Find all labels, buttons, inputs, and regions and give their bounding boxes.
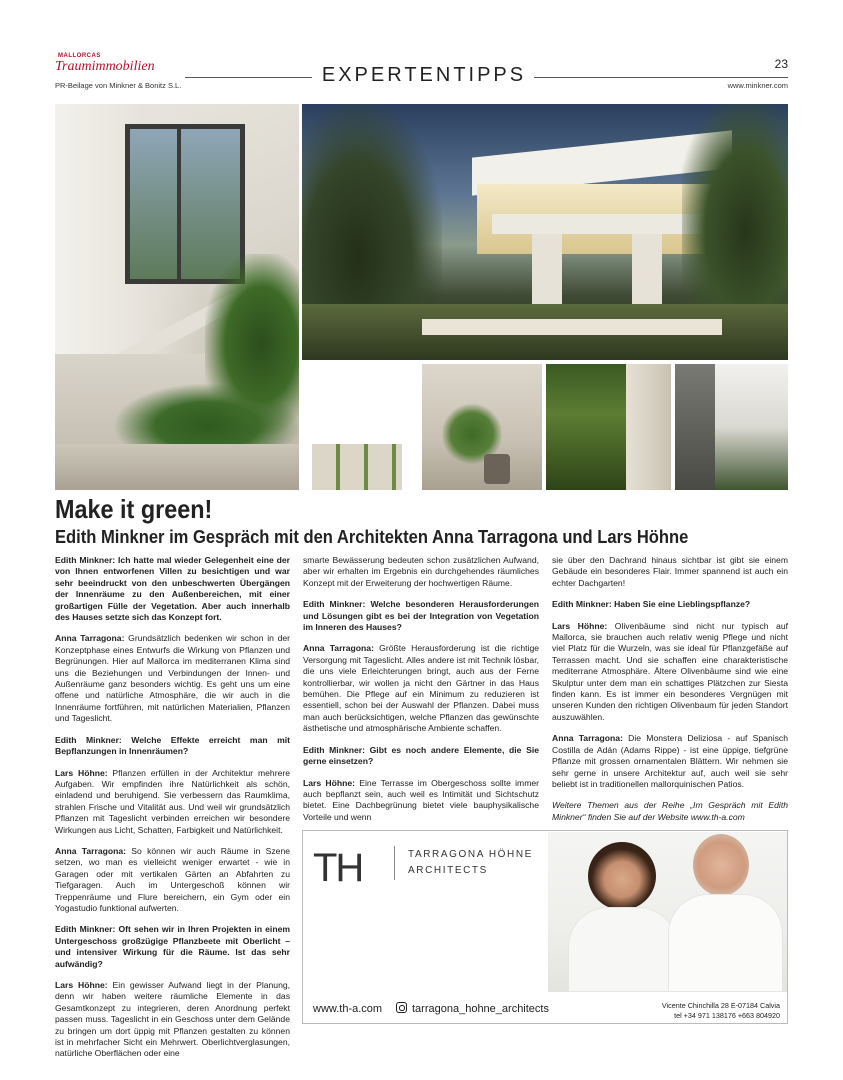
series-note: Weitere Themen aus der Reihe „Im Gespräch mit Edith Minkner“ finden Sie auf der Website www.th-a.com [552,800,788,822]
answer-text: Die Monstera Deliziosa - auf Spanisch Costilla de Adán (Adams Rippe) - ist eine üppige, tiefgrüne Pflanze mit grossen ornamentalen Blättern. Wir nehmen sie sehr gerne in unsere Architektur auf, auch weil sie sehr beliebt ist in traditionellen mallorquinischen Patios. [552,733,788,789]
question-paragraph: Edith Minkner: Haben Sie eine Lieblingspflanze? [552,599,751,610]
instagram-icon [396,1002,407,1013]
answer-paragraph [552,621,788,724]
header-rule-left [185,77,312,78]
question-paragraph: Edith Minkner: Welche besonderen Herausforderungen und Lösungen gibt es bei der Integration von Vegetation im Inneren des Hauses? [303,599,539,633]
header-rule-right [534,77,788,78]
answer-text: Pflanzen erfüllen in der Architektur mehrere Aufgaben. Wir empfinden ihre Natürlichkeit als schön, einladend und beruhigend. Sie verbessern das Raumklima, strahlen Frische und Vitalität aus. Und weil wir grundsätzlich Pflanzen mit Tageslicht verbinden erreichen wir besondere Wirkungen aus Licht, Schatten, Farbigkeit und Natürlichkeit. [55,767,290,835]
speaker-name: Lars Höhne: [552,620,608,631]
answer-text: Größte Herausforderung ist die richtige Versorgung mit Tageslicht. Alles andere ist mit Technik lösbar, die uns viele Erleichterungen bringt, auch aus der Ferne kontrollierbar, wir wollen ja nicht den Gärtner in das Haus bemühen. Die Pflege auf ein Minimum zu reduzieren ist essentiell, schon bei der Auswahl der Pflanzen. Dabei muss man auch berücksichtigen, welche Pflanzen das gewünschte ästhetische und atmosphärische Ambiente schaffen. [303,643,540,734]
answer-paragraph [303,643,539,734]
photo-vertical-garden [546,364,671,490]
question-paragraph: Edith Minkner: Oft sehen wir in Ihren Projekten in einem Untergeschoss großzügige Pflanzbeete mit Oberlicht – und intensiver Wirkung für die Räume. Ist das sehr aufwändig? [55,924,290,969]
answer-paragraph [55,846,290,914]
answer-text: Eine Terrasse im Obergeschoss sollte immer auch bepflanzt sein, auch weil es Intimität und Sichtschutz bietet. Eine Dachbegrünung bietet viele bauphysikalische Vorteile und wenn [303,777,539,822]
answer-paragraph [55,980,290,1060]
section-title: EXPERTENTIPPS [321,64,527,86]
article-column-2 [303,555,539,833]
instagram-handle-link[interactable]: tarragona_hohne_architects [412,1003,549,1015]
ad-website-link[interactable]: www.th-a.com [313,1003,383,1015]
ad-address: Vicente Chinchilla 28 E-07184 Calvia [661,1001,780,1010]
speaker-name: Anna Tarragona: [55,633,125,644]
answer-text: So können wir auch Räume in Szene setzen, wo man es vielleicht weniger erwartet - wie in Garagen oder mit vertikalen Gärten an Abfahrten zu Tiefgaragen. Auch im Untergeschoß können wir Treppenräume und Flure bereichern, ein Gym oder ein Yogastudio funktional aufwerten. [55,845,290,913]
photo-courtyard-plants [675,364,788,490]
question-paragraph: Edith Minkner: Ich hatte mal wieder Gelegenheit eine der von Ihnen entworfenen Villen zu besichtigen und war sehr beeindruckt von den unbeschwerten Übergängen der Innenräume zu den Außenbereichen, mit einer großartigen Fülle der Vegetation. Aber auch innerhalb des Hauses setzte sich das Konzept fort. [55,555,290,623]
photo-garden-path [302,364,418,490]
speaker-name: Lars Höhne: [55,767,108,778]
continued-paragraph: sie über den Dachrand hinaus sichtbar ist gibt sie einem Gebäude ein besonderes Flair. Immer spannend ist auch ein echter Dachgarten! [552,555,788,588]
answer-paragraph [303,778,539,824]
article-headline: Make it green! [55,494,213,524]
page-number: 23 [774,57,788,71]
photo-indoor-plants [422,364,542,490]
logo-divider [394,846,395,880]
publication-subline: PR-Beilage von Minkner & Bonitz S.L. [55,81,182,90]
ad-phone: tel +34 971 138176 +663 804920 [674,1011,780,1020]
firm-type: ARCHITECTS [408,865,488,876]
speaker-name: Lars Höhne: [55,980,108,990]
speaker-name: Anna Tarragona: [303,643,374,654]
photo-interior-staircase [55,104,299,490]
answer-paragraph [55,768,290,836]
answer-paragraph [552,733,788,790]
speaker-name: Anna Tarragona: [552,733,623,744]
question-paragraph: Edith Minkner: Welche Effekte erreicht man mit Bepflanzungen in Innenräumen? [55,734,290,757]
article-subheadline: Edith Minkner im Gespräch mit den Architekten Anna Tarragona und Lars Höhne [55,527,689,547]
header-website: www.minkner.com [727,81,788,90]
speaker-name: Lars Höhne: [303,777,356,788]
ad-contact [640,1001,780,1021]
firm-name: TARRAGONA HÖHNE [408,849,533,860]
answer-paragraph [55,633,290,724]
logo-kicker: MALLORCAS [58,53,101,59]
continued-paragraph: smarte Bewässerung bedeuten schon zusätzlichen Aufwand, aber wir erhalten im Ergebnis ein durchgehendes räumliches Konzept mit der Erweiterung der hochwertigen Räume. [303,555,539,588]
article-column-3 [552,555,788,833]
answer-text: Olivenbäume sind nicht nur typisch auf Mallorca, sie brauchen auch relativ wenig Pflege und nicht viel Platz für die Wurzeln, was sie ideal für Pflanzgefäße auf Terrassen macht. Und sie schaffen eine charakteristische mediterrane Atmosphäre. Ältere Olivenbäume sind wie eine Skulptur unter dem man ein schattiges Plätzchen zur Siesta finden kann. Es ist immer ein besonderes Vergnügen mit unseren Kunden den richtigen Olivenbaum für jeden Standort auszuwählen. [552,620,788,722]
th-logo-mark: TH [313,846,363,890]
question-paragraph: Edith Minkner: Gibt es noch andere Elemente, die Sie gerne einsetzen? [303,744,539,767]
publication-logo: Traumimmobilien [55,59,155,74]
article-column-1 [55,555,290,1070]
photo-villa-exterior [302,104,788,360]
answer-text: Grundsätzlich bedenken wir schon in der Konzeptphase eines Entwurfs die Wirkung von Pflanzen und Begrünungen. Hier auf Mallorca im mediterranen Klima sind uns die Beziehungen und Verbindungen der Innen- und Außenräume ganz besonders wichtig. Es geht uns um eine offene und natürliche Atmosphäre, die wir auch in die Innenräume fortführen, mit natürlichen Materialien, Pflanzen und Tageslicht. [55,633,291,724]
architects-portrait-photo [548,832,787,992]
speaker-name: Anna Tarragona: [55,845,127,856]
answer-text: Ein gewisser Aufwand liegt in der Planung, denn wir haben weitere räumliche Elemente in das Gesamtkonzept zu integrieren, deren Anordnung perfekt passen muss. Tageslicht in ein Geschoss unter dem Gelände zu bringen um dort üppig mit Pflanzen gestalten zu können ist in mehrfacher Sicht ein Mehrwert. Oberlichtverglasungen, natürliche Oberflächen oder eine [55,980,291,1059]
